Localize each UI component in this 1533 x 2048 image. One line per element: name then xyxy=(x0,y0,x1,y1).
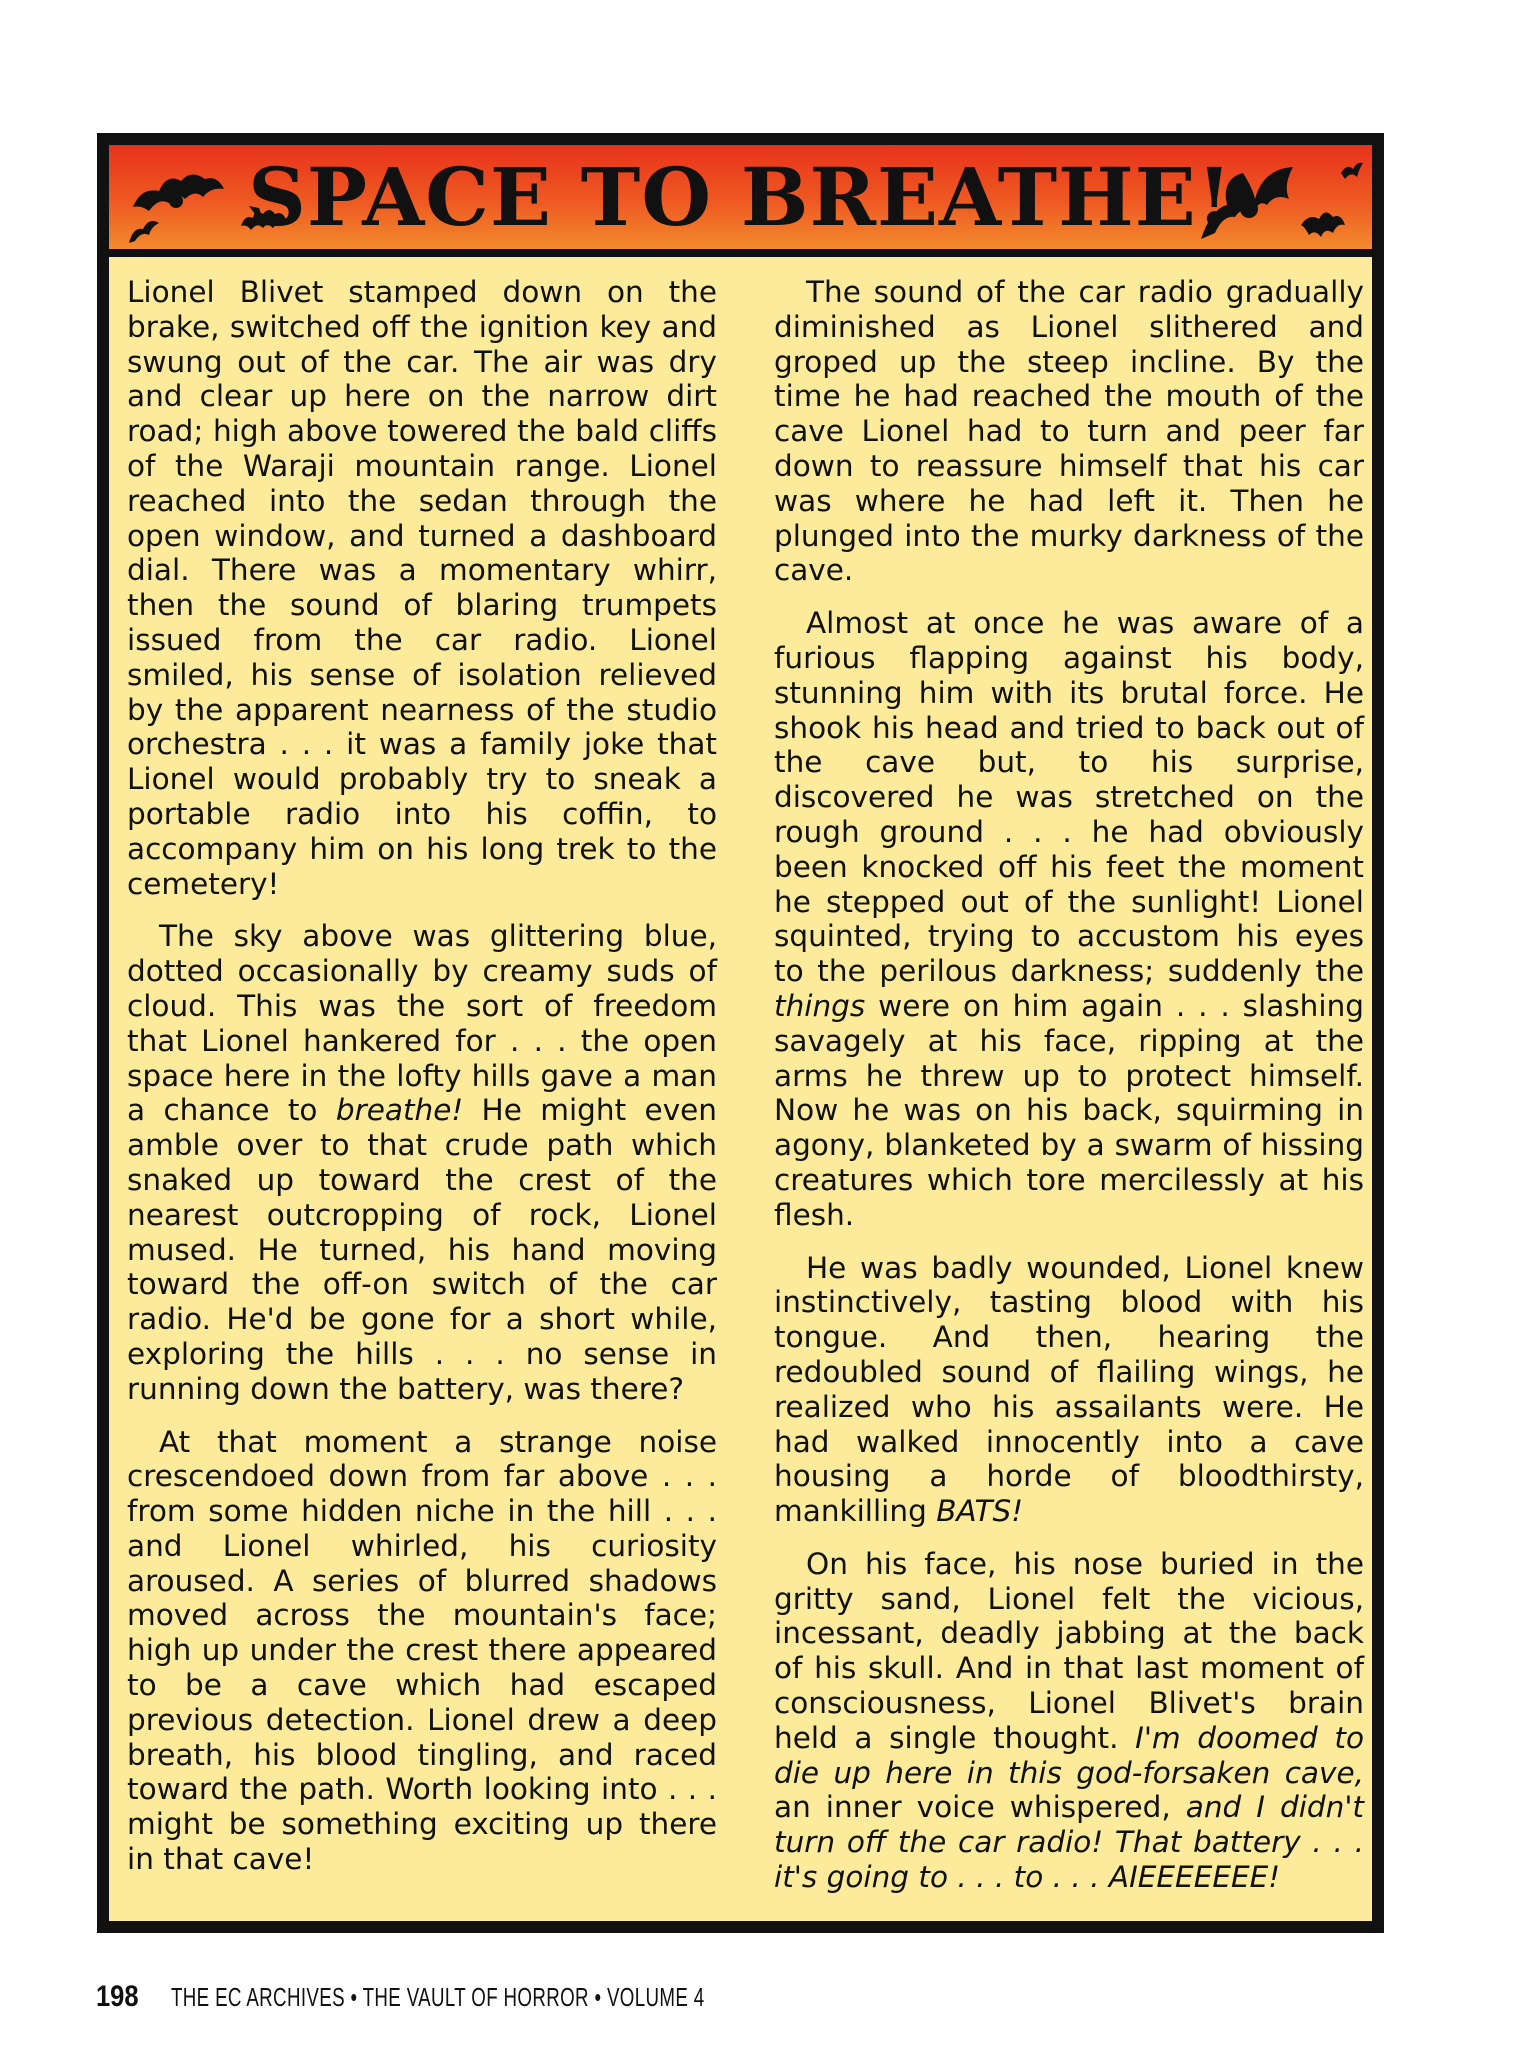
text-run: an inner voice whispered, xyxy=(774,1790,1186,1825)
emphasis-text: and I didn't turn off the car radio! That battery . . . it's going to . . . to . . . AIEEEEEEE! xyxy=(774,1790,1364,1895)
story-title: SPACE TO BREATHE! xyxy=(248,150,1233,244)
story-paragraph xyxy=(127,919,717,1406)
story-paragraph xyxy=(774,606,1364,1232)
text-run: The sky above was glittering blue, dotted occasionally by creamy suds of cloud. This was the sort of freedom that Lionel hankered for . . . the open space here in the lofty hills gave a man a chance to xyxy=(127,919,717,1128)
text-run: At that moment a strange noise crescendoed down from far above . . . from some hidden niche in the hill . . . and Lionel whirled, his curiosity aroused. A series of blurred shadows moved across the mountain's face; high up under the crest there appeared to be a cave which had escaped previous detection. Lionel drew a deep breath, his blood tingling, and raced toward the path. Worth looking into . . . might be something exciting up there in that cave! xyxy=(127,1424,717,1877)
story-paragraph xyxy=(774,1251,1364,1529)
emphasis-text: BATS! xyxy=(936,1494,1024,1529)
story-paragraph xyxy=(127,1425,717,1877)
story-column-right xyxy=(774,275,1364,1913)
story-frame xyxy=(97,133,1384,1933)
text-run: On his face, his nose buried in the gritty sand, Lionel felt the vicious, incessant, deadly jabbing at the back of his skull. And in that last moment of consciousness, Lionel Blivet's brain held a single thought. xyxy=(774,1546,1364,1755)
emphasis-text: I'm doomed to die up here in this god-forsaken cave, xyxy=(774,1720,1365,1790)
story-paragraph xyxy=(774,1547,1364,1895)
text-run: The sound of the car radio gradually diminished as Lionel slithered and groped up the steep incline. By the time he had reached the mouth of the cave Lionel had to turn and peer far down to reassure himself that his car was where he had left it. Then he plunged into the murky darkness of the cave. xyxy=(774,275,1364,588)
page-number: 198 xyxy=(96,1980,139,2013)
text-run: Lionel Blivet stamped down on the brake, switched off the ignition key and swung out of the car. The air was dry and clear up here on the narrow dirt road; high above towered the bald cliffs of the Waraji mountain range. Lionel reached into the sedan through the open window, and turned a dashboard dial. There was a momentary whirr, then the sound of blaring trumpets issued from the car radio. Lionel smiled, his sense of isolation relieved by the apparent nearness of the studio orchestra . . . it was a family joke that Lionel would probably try to sneak a portable radio into his coffin, to accompany him on his long trek to the cemetery! xyxy=(127,275,717,901)
story-paragraph xyxy=(127,275,717,901)
emphasis-text: breathe! xyxy=(335,1093,464,1128)
text-run: were on him again . . . slashing savagely at his face, ripping at the arms he threw up to protect himself. Now he was on his back, squirming in agony, blanketed by a swarm of hissing creatures which tore mercilessly at his flesh. xyxy=(774,988,1364,1232)
book-title: THE EC ARCHIVES • THE VAULT OF HORROR • VOLUME 4 xyxy=(170,1982,705,2012)
page-footer xyxy=(96,1980,911,2014)
title-banner xyxy=(109,145,1372,257)
text-run: He was badly wounded, Lionel knew instinctively, tasting blood with his tongue. And then, hearing the redoubled sound of flailing wings, he realized who his assailants were. He had walked innocently into a cave housing a horde of bloodthirsty, mankilling xyxy=(774,1250,1364,1529)
text-run: Almost at once he was aware of a furious flapping against his body, stunning him with its brutal force. He shook his head and tried to back out of the cave but, to his surprise, discovered he was stretched on the rough ground . . . he had obviously been knocked off his feet the moment he stepped out of the sunlight! Lionel squinted, trying to accustom his eyes to the perilous darkness; suddenly the xyxy=(774,606,1364,989)
text-run: He might even amble over to that crude path which snaked up toward the crest of the nearest outcropping of rock, Lionel mused. He turned, his hand moving toward the off-on switch of the car radio. He'd be gone for a short while, exploring the hills . . . no sense in running down the battery, was there? xyxy=(127,1093,717,1406)
story-paragraph xyxy=(774,275,1364,588)
emphasis-text: things xyxy=(774,988,866,1023)
story-column-left xyxy=(127,275,717,1895)
